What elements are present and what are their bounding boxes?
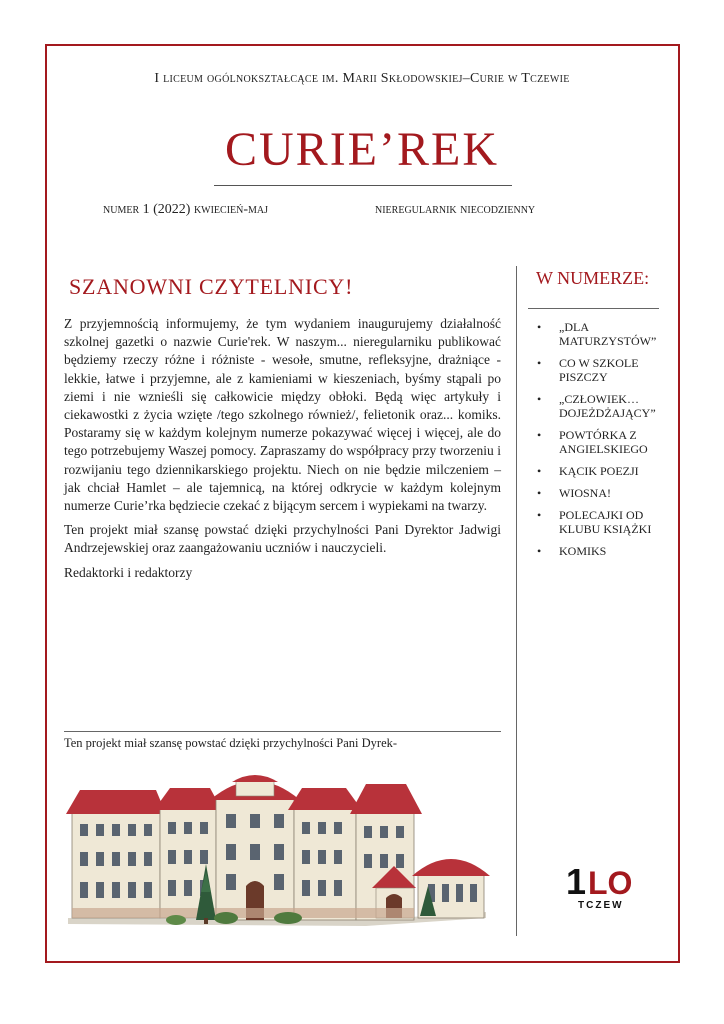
article-heading: SZANOWNI CZYTELNICY! xyxy=(69,274,354,299)
title-divider xyxy=(214,185,512,186)
toc-item[interactable]: • WIOSNA! xyxy=(537,486,611,500)
bullet-icon: • xyxy=(537,486,542,500)
toc-item[interactable]: • „DLA MATURZYSTÓW” xyxy=(537,320,657,348)
bullet-icon: • xyxy=(537,356,542,370)
toc-title: W NUMERZE: xyxy=(536,268,650,288)
toc-item[interactable]: • POLECAJKI OD KLUBU KSIĄŻKI xyxy=(537,508,652,536)
logo-city: TCZEW xyxy=(578,900,624,910)
article-body xyxy=(64,315,501,588)
bullet-icon: • xyxy=(537,464,542,478)
column-divider xyxy=(516,266,517,936)
toc-item[interactable]: • KOMIKS xyxy=(537,544,607,558)
footer-divider xyxy=(64,731,501,732)
newspaper-title: CURIE’REK xyxy=(225,123,499,176)
logo-number: 1 xyxy=(566,862,587,902)
article-paragraph: Ten projekt miał szansę powstać dzięki przychylności Pani Dyrektor Jadwigi Andrzejewskiej oraz zaangażowaniu uczniów i nauczycieli. xyxy=(64,522,501,556)
article-paragraph: Z przyjemnością informujemy, że tym wydaniem inaugurujemy działalność szkolnej gazetki o nazwie Curie'rek. W naszym... nieregularniku publikować będziemy rzeczy różne i różniste - wesołe, smutne, refleksyjne, drażniące - lekkie, łatwe i przyjemne, ale z kamieniami w kieszeniach, byśmy stąpali po ziemi i nie wznieśli się całkowicie między obłoki. Będą więc artykuły i ciekawostki z życia wzięte /tego szkolnego również/, felietonik oraz... komiks. Postaramy się w każdym kolejnym numerze pokazywać więcej i więcej, ale do tego potrzebujemy Waszej pomocy. Zapraszamy do współpracy przy tworzeniu i rozwijaniu tego dziennikarskiego projektu. Niech on nie będzie milczeniem – jak chciał Hamlet – ale tajemnicą, na której odkrycie w każdym kolejnym numerze Curie’rka będziecie czekać z bijącym sercem i wypiekami na twarzy. xyxy=(64,316,501,514)
footer-note: Ten projekt miał szansę powstać dzięki przychylności Pani Dyrek- xyxy=(64,736,398,750)
logo-letters: LO xyxy=(588,865,633,901)
school-logo xyxy=(566,862,642,910)
toc-list xyxy=(533,320,663,566)
toc-item[interactable]: • „CZŁOWIEK… DOJEŻDŻAJĄCY” xyxy=(537,392,656,420)
bullet-icon: • xyxy=(537,392,542,406)
toc-item[interactable]: • CO W SZKOLE PISZCZY xyxy=(537,356,639,384)
toc-divider xyxy=(528,308,659,309)
bullet-icon: • xyxy=(537,428,542,442)
school-building-illustration xyxy=(66,768,492,928)
school-name: I liceum ogólnokształcące im. Marii Skłodowskiej–Curie w Tczewie xyxy=(154,71,570,86)
toc-item[interactable]: • POWTÓRKA Z ANGIELSKIEGO xyxy=(537,428,648,456)
bullet-icon: • xyxy=(537,544,542,558)
toc-item[interactable]: • KĄCIK POEZJI xyxy=(537,464,639,478)
bullet-icon: • xyxy=(537,508,542,522)
issue-number: numer 1 (2022) kwiecień-maj xyxy=(103,202,269,217)
article-signature: Redaktorki i redaktorzy xyxy=(64,564,193,580)
tagline: nieregularnik niecodzienny xyxy=(375,202,536,217)
bullet-icon: • xyxy=(537,320,542,334)
